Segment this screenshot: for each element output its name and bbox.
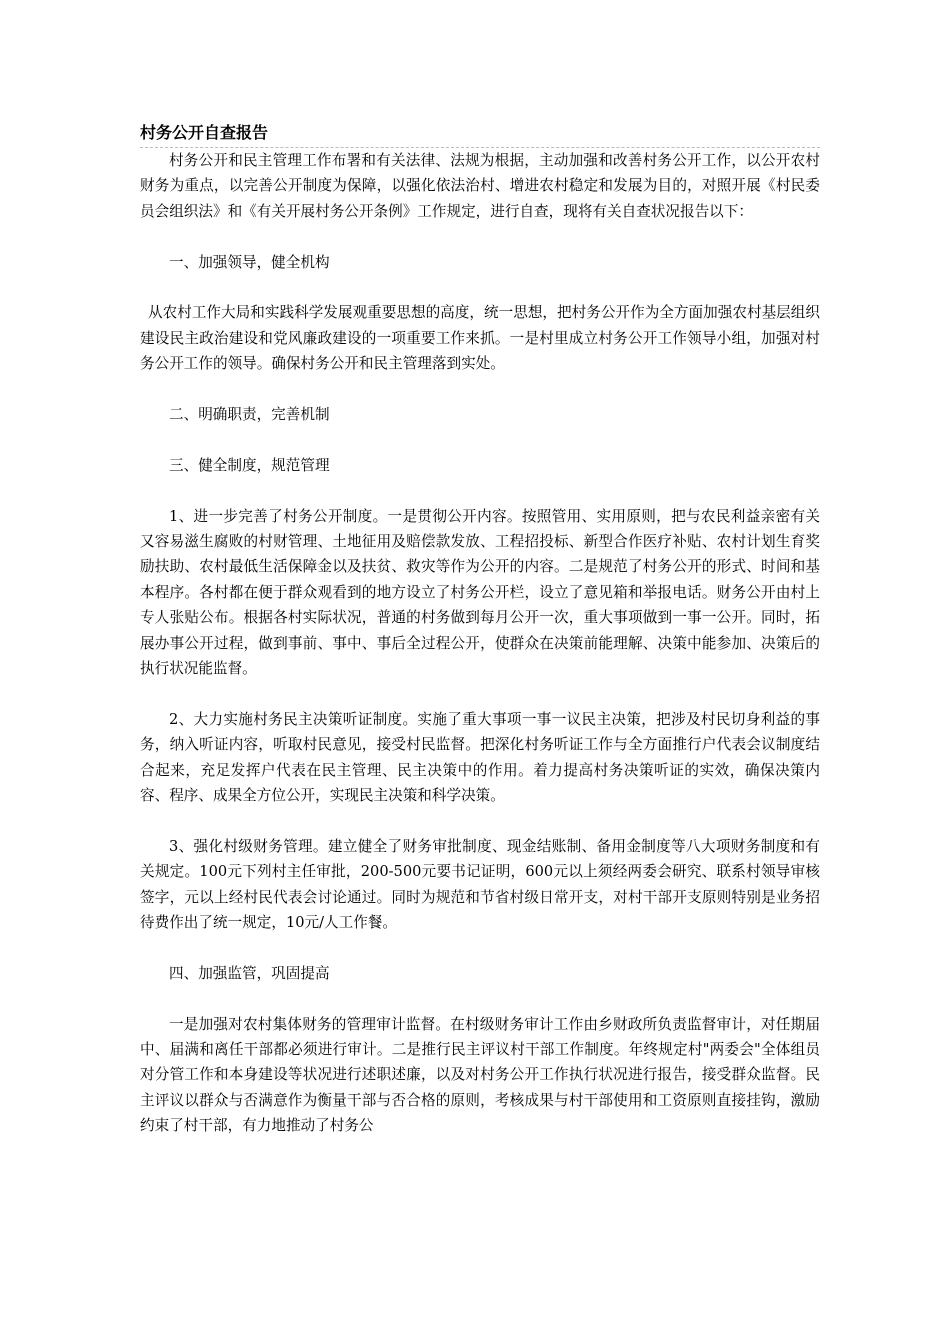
document-body xyxy=(140,148,820,1139)
section-3-item-2: 2、大力实施村务民主决策听证制度。实施了重大事项一事一议民主决策，把涉及村民切身利益的事务，纳入听证内容，听取村民意见，接受村民监督。把深化村务听证工作与全方面推行户代表会议制度结合起来，充足发挥户代表在民主管理、民主决策中的作用。着力提高村务决策听证的实效，确保决策内容、程序、成果全方位公开，实现民主决策和科学决策。 xyxy=(140,710,820,805)
document-title: 村务公开自查报告 xyxy=(140,123,269,142)
section-heading-2: 二、明确职责，完善机制 xyxy=(169,406,330,424)
section-heading-3: 三、健全制度，规范管理 xyxy=(169,456,330,474)
section-heading-4: 四、加强监管，巩固提高 xyxy=(169,964,330,982)
section-3-item-1: 1、进一步完善了村务公开制度。一是贯彻公开内容。按照管用、实用原则，把与农民利益亲密有关又容易滋生腐败的村财管理、土地征用及赔偿款发放、工程招投标、新型合作医疗补贴、农村计划生育奖励扶助、农村最低生活保障金以及扶贫、救灾等作为公开的内容。二是规范了村务公开的形式、时间和基本程序。各村都在便于群众观看到的地方设立了村务公开栏，设立了意见箱和举报电话。财务公开由村上专人张贴公布。根据各村实际状况，普通的村务做到每月公开一次，重大事项做到一事一公开。同时，拓展办事公开过程，做到事前、事中、事后全过程公开，使群众在决策前能理解、决策中能参加、决策后的执行状况能监督。 xyxy=(140,507,820,678)
section-4-paragraph: 一是加强对农村集体财务的管理审计监督。在村级财务审计工作由乡财政所负责监督审计，对任期届中、届满和离任干部都必须进行审计。二是推行民主评议村干部工作制度。年终规定村"两委会"全体组员对分管工作和本身建设等状况进行述职述廉，以及对村务公开工作执行状况进行报告，接受群众监督。民主评议以群众与否满意作为衡量干部与否合格的原则，考核成果与村干部使用和工资原则直接挂钩，激励约束了村干部，有力地推动了村务公 xyxy=(140,1015,820,1135)
section-3-item-3: 3、强化村级财务管理。建立健全了财务审批制度、现金结账制、备用金制度等八大项财务制度和有关规定。100元下列村主任审批，200-500元要书记证明，600元以上须经两委会研究、联系村领导审核签字，元以上经村民代表会讨论通过。同时为规范和节省村级日常开支，对村干部开支原则特别是业务招待费作出了统一规定，10元/人工作餐。 xyxy=(140,837,820,932)
document-page xyxy=(140,121,820,1139)
intro-paragraph: 村务公开和民主管理工作布署和有关法律、法规为根据，主动加强和改善村务公开工作，以公开农村财务为重点，以完善公开制度为保障，以强化依法治村、增进农村稳定和发展为目的，对照开展《村民委员会组织法》和《有关开展村务公开条例》工作规定，进行自查，现将有关自查状况报告以下： xyxy=(140,152,820,220)
section-1-paragraph: 从农村工作大局和实践科学发展观重要思想的高度，统一思想，把村务公开作为全方面加强农村基层组织建设民主政治建设和党风廉政建设的一项重要工作来抓。一是村里成立村务公开工作领导小组，加强对村务公开工作的领导。确保村务公开和民主管理落到实处。 xyxy=(140,304,820,373)
section-heading-1: 一、加强领导，健全机构 xyxy=(169,253,330,271)
